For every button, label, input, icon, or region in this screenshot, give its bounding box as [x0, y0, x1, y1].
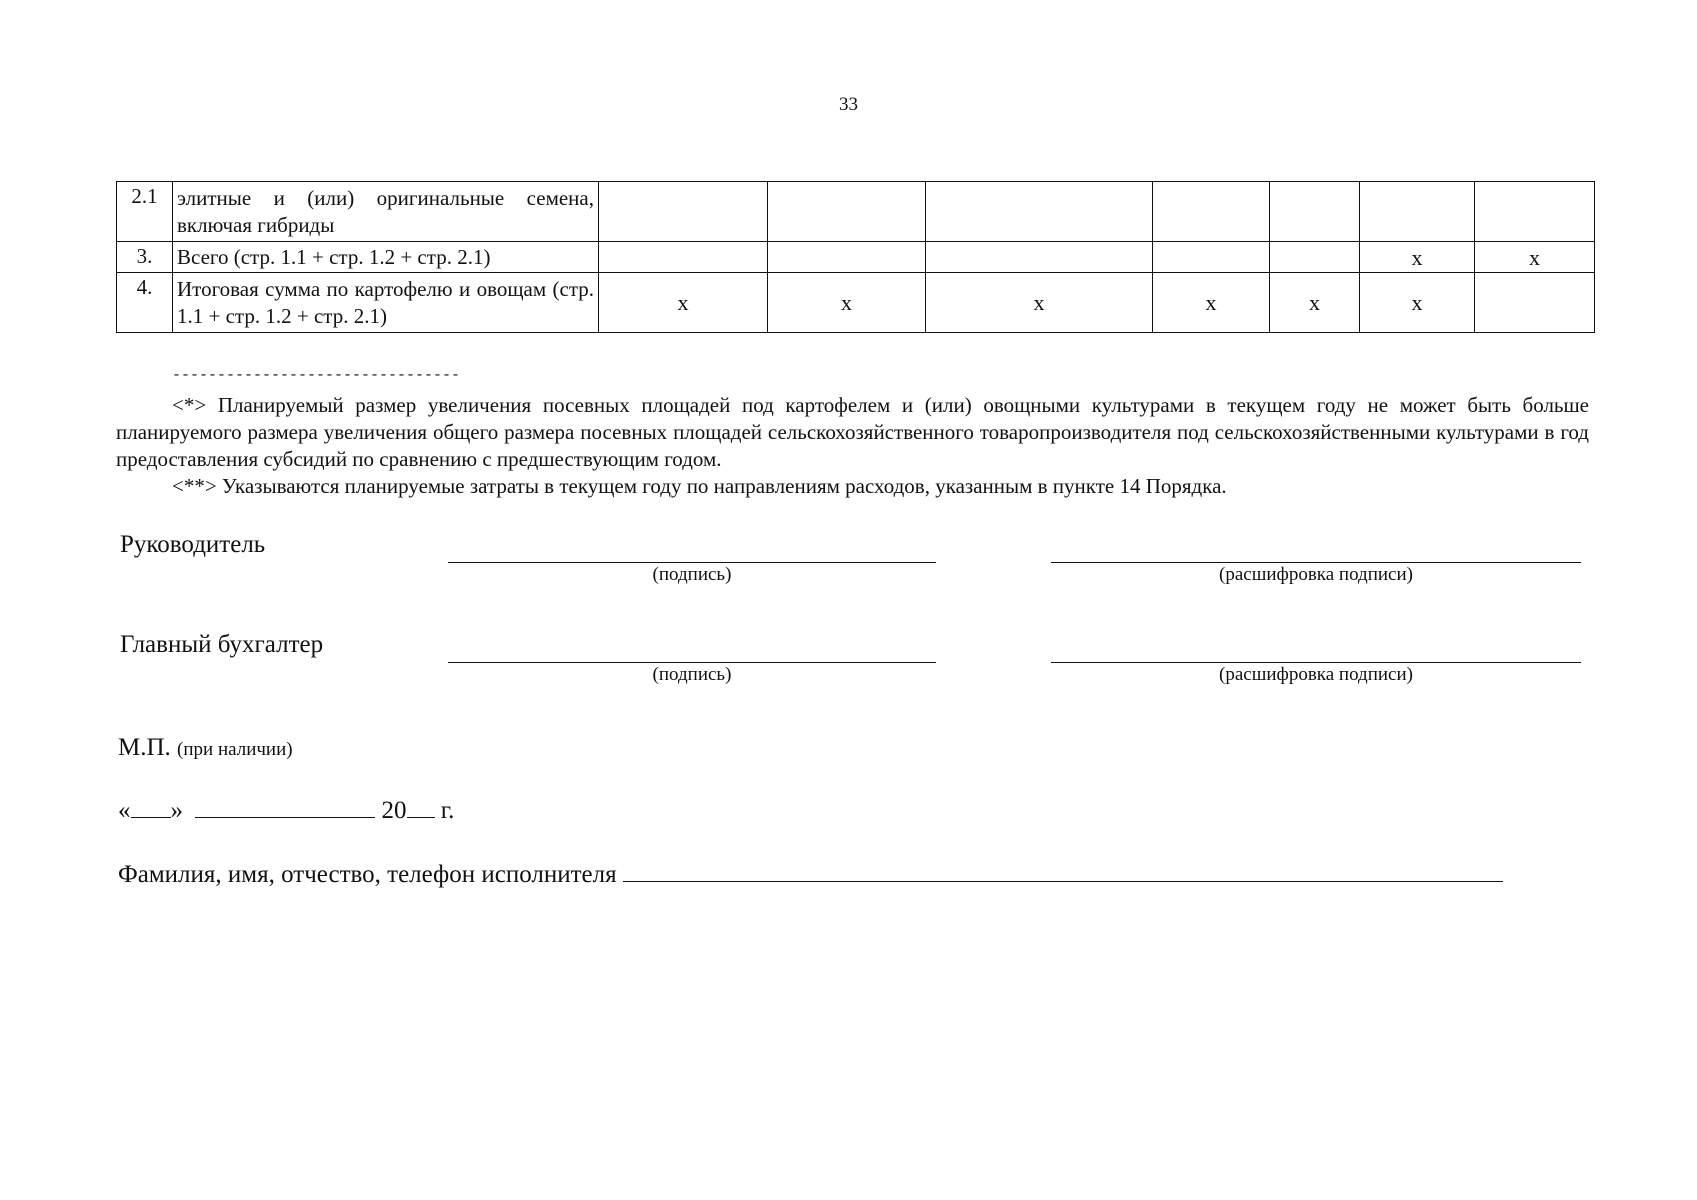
date-close-quote: »: [170, 797, 183, 824]
footnote-separator: --------------------------------: [172, 367, 461, 384]
footnotes: [116, 392, 1589, 500]
table-cell: х: [926, 273, 1153, 333]
table-cell: х: [1360, 273, 1475, 333]
chief-accountant-decoding-line[interactable]: [1051, 662, 1581, 663]
executor-field[interactable]: [623, 861, 1503, 882]
table-cell: [1270, 182, 1360, 242]
table-row: [117, 242, 1595, 273]
row-number: 4.: [117, 273, 173, 333]
head-decoding-caption: (расшифровка подписи): [1219, 564, 1413, 585]
date-year-prefix: 20: [381, 797, 407, 824]
executor-line: [118, 861, 1503, 889]
chief-accountant-label: Главный бухгалтер: [120, 631, 324, 658]
table-cell: [1153, 182, 1270, 242]
seal-placeholder: [118, 734, 293, 762]
table-cell: [1360, 182, 1475, 242]
footnote-1: <*> Планируемый размер увеличения посевных площадей под картофелем и (или) овощными культурами в текущем году не может быть больше планируемого размера увеличения общего размера посевных площадей сельскохозяйственного товаропроизводителя под сельскохозяйственными культурами в год предоставления субсидий по сравнению с предшествующим годом.: [116, 393, 1589, 471]
page-number: 33: [839, 94, 858, 115]
date-line: [118, 797, 454, 825]
data-table: [116, 181, 1595, 333]
table-cell: [926, 242, 1153, 273]
head-signature-line[interactable]: [448, 562, 936, 563]
head-label: Руководитель: [120, 531, 266, 558]
chief-accountant-signature-line[interactable]: [448, 662, 936, 663]
table-cell: [599, 182, 768, 242]
seal-note: (при наличии): [177, 739, 293, 760]
row-label: элитные и (или) оригинальные семена, включая гибриды: [173, 182, 599, 242]
table-cell: х: [768, 273, 926, 333]
table-cell: [768, 242, 926, 273]
chief-accountant-signature-caption: (подпись): [652, 664, 732, 685]
row-number: 2.1: [117, 182, 173, 242]
date-day-field[interactable]: [131, 797, 171, 818]
date-open-quote: «: [118, 797, 131, 824]
row-label: Всего (стр. 1.1 + стр. 1.2 + стр. 2.1): [173, 242, 599, 273]
table-cell: [1153, 242, 1270, 273]
footnote-2: <**> Указываются планируемые затраты в текущем году по направлениям расходов, указанным в пункте 14 Порядка.: [172, 474, 1227, 498]
seal-label: М.П.: [118, 734, 171, 761]
table-cell: [768, 182, 926, 242]
date-year-field[interactable]: [407, 797, 435, 818]
table-cell: х: [1270, 273, 1360, 333]
chief-accountant-decoding-caption: (расшифровка подписи): [1219, 664, 1413, 685]
table-cell: х: [1360, 242, 1475, 273]
table-cell: х: [1475, 242, 1595, 273]
row-number: 3.: [117, 242, 173, 273]
date-month-field[interactable]: [195, 797, 375, 818]
table-cell: х: [1153, 273, 1270, 333]
table-row: [117, 182, 1595, 242]
table-cell: [1270, 242, 1360, 273]
executor-label: Фамилия, имя, отчество, телефон исполнителя: [118, 861, 617, 888]
table-cell: [599, 242, 768, 273]
head-signature-caption: (подпись): [652, 564, 732, 585]
date-year-suffix: г.: [440, 797, 455, 824]
table-cell: х: [599, 273, 768, 333]
table-row: [117, 273, 1595, 333]
row-label: Итоговая сумма по картофелю и овощам (стр. 1.1 + стр. 1.2 + стр. 2.1): [173, 273, 599, 333]
table-cell: [926, 182, 1153, 242]
table-cell: [1475, 273, 1595, 333]
head-decoding-line[interactable]: [1051, 562, 1581, 563]
table-cell: [1475, 182, 1595, 242]
